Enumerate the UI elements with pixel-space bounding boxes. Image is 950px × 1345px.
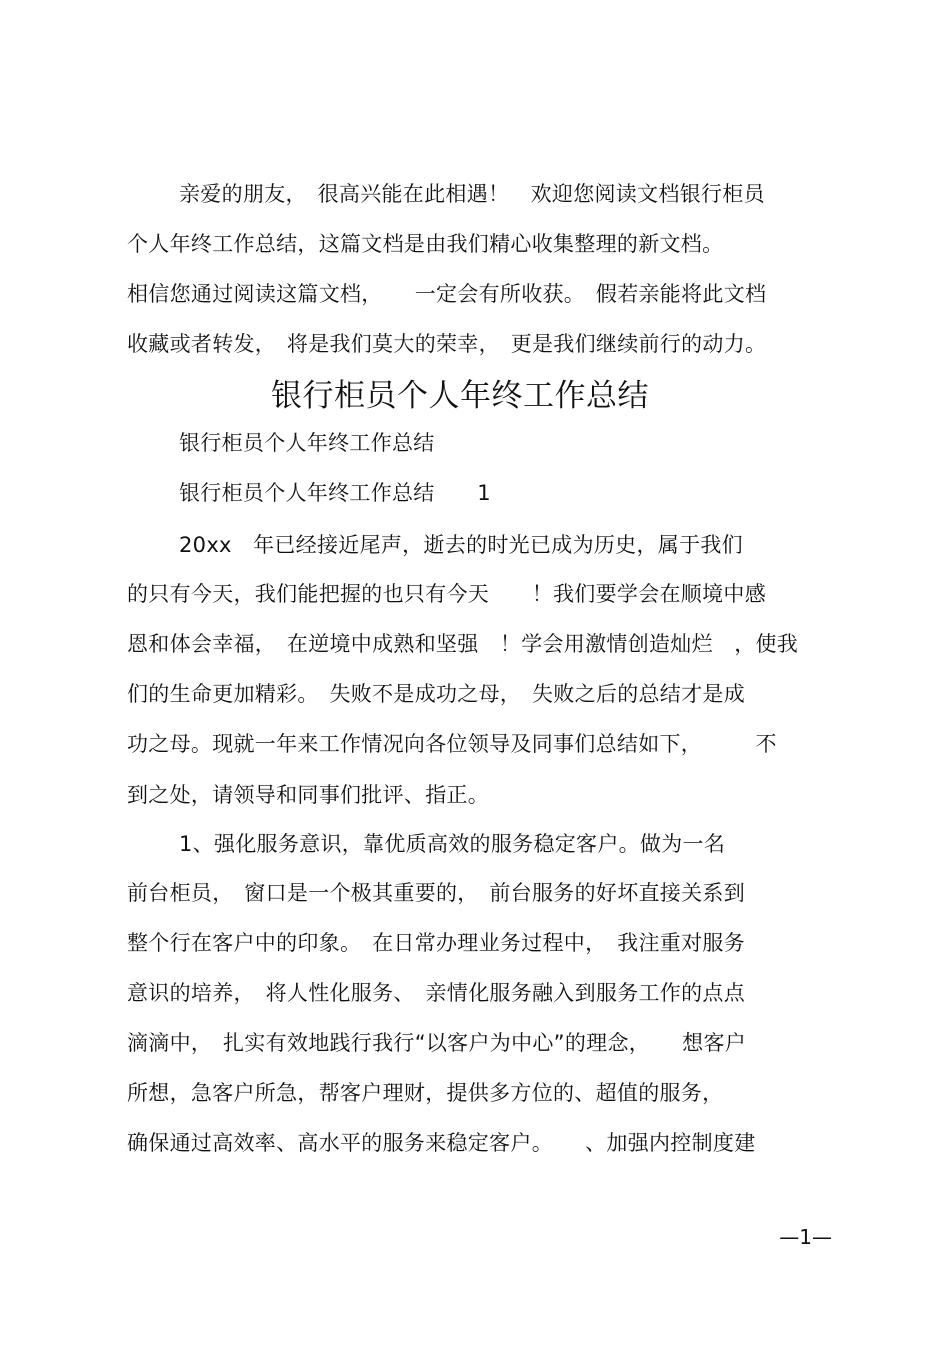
subtitle-line: 银行柜员个人年终工作总结 xyxy=(179,431,435,455)
paragraph-line: 所想，急客户所急，帮客户理财，提供多方位的、超值的服务， xyxy=(127,1081,724,1105)
intro-line: 收藏或者转发， 将是我们莫大的荣幸， 更是我们继续前行的动力。 xyxy=(127,332,767,356)
paragraph-line: 1、强化服务意识，靠优质高效的服务稳定客户。做为一名 xyxy=(179,832,726,856)
intro-line: 个人年终工作总结，这篇文档是由我们精心收集整理的新文档。 xyxy=(127,232,724,256)
paragraph-line: 整个行在客户中的印象。 在日常办理业务过程中， 我注重对服务 xyxy=(127,931,745,955)
paragraph-line: 前台柜员， 窗口是一个极其重要的， 前台服务的好坏直接关系到 xyxy=(127,881,745,905)
page-number: —1— xyxy=(779,1225,832,1249)
intro-line: 亲爱的朋友， 很高兴能在此相遇！ 欢迎您阅读文档银行柜员 xyxy=(179,182,765,206)
document-title: 银行柜员个人年终工作总结 xyxy=(271,378,649,414)
paragraph-line: 滴滴中， 扎实有效地践行我行“以客户为中心”的理念， 想客户 xyxy=(127,1031,747,1055)
subtitle-line: 银行柜员个人年终工作总结 1 xyxy=(179,481,491,505)
paragraph-line: 确保通过高效率、高水平的服务来稳定客户。 、加强内控制度建 xyxy=(127,1131,756,1155)
intro-line: 相信您通过阅读这篇文档， 一定会有所收获。 假若亲能将此文档 xyxy=(127,282,767,306)
paragraph-line: 恩和体会幸福， 在逆境中成熟和坚强 ！学会用激情创造灿烂 ，使我 xyxy=(127,632,799,656)
paragraph-line: 的只有今天，我们能把握的也只有今天 ！我们要学会在顺境中感 xyxy=(127,582,766,606)
paragraph-line: 功之母。现就一年来工作情况向各位领导及同事们总结如下， 不 xyxy=(127,732,777,756)
paragraph-line: 到之处，请领导和同事们批评、指正。 xyxy=(127,783,490,807)
paragraph-line: 意识的培养， 将人性化服务、 亲情化服务融入到服务工作的点点 xyxy=(127,981,745,1005)
paragraph-line: 20xx 年已经接近尾声，逝去的时光已成为历史，属于我们 xyxy=(179,533,743,557)
paragraph-line: 们的生命更加精彩。 失败不是成功之母， 失败之后的总结才是成 xyxy=(127,682,745,706)
